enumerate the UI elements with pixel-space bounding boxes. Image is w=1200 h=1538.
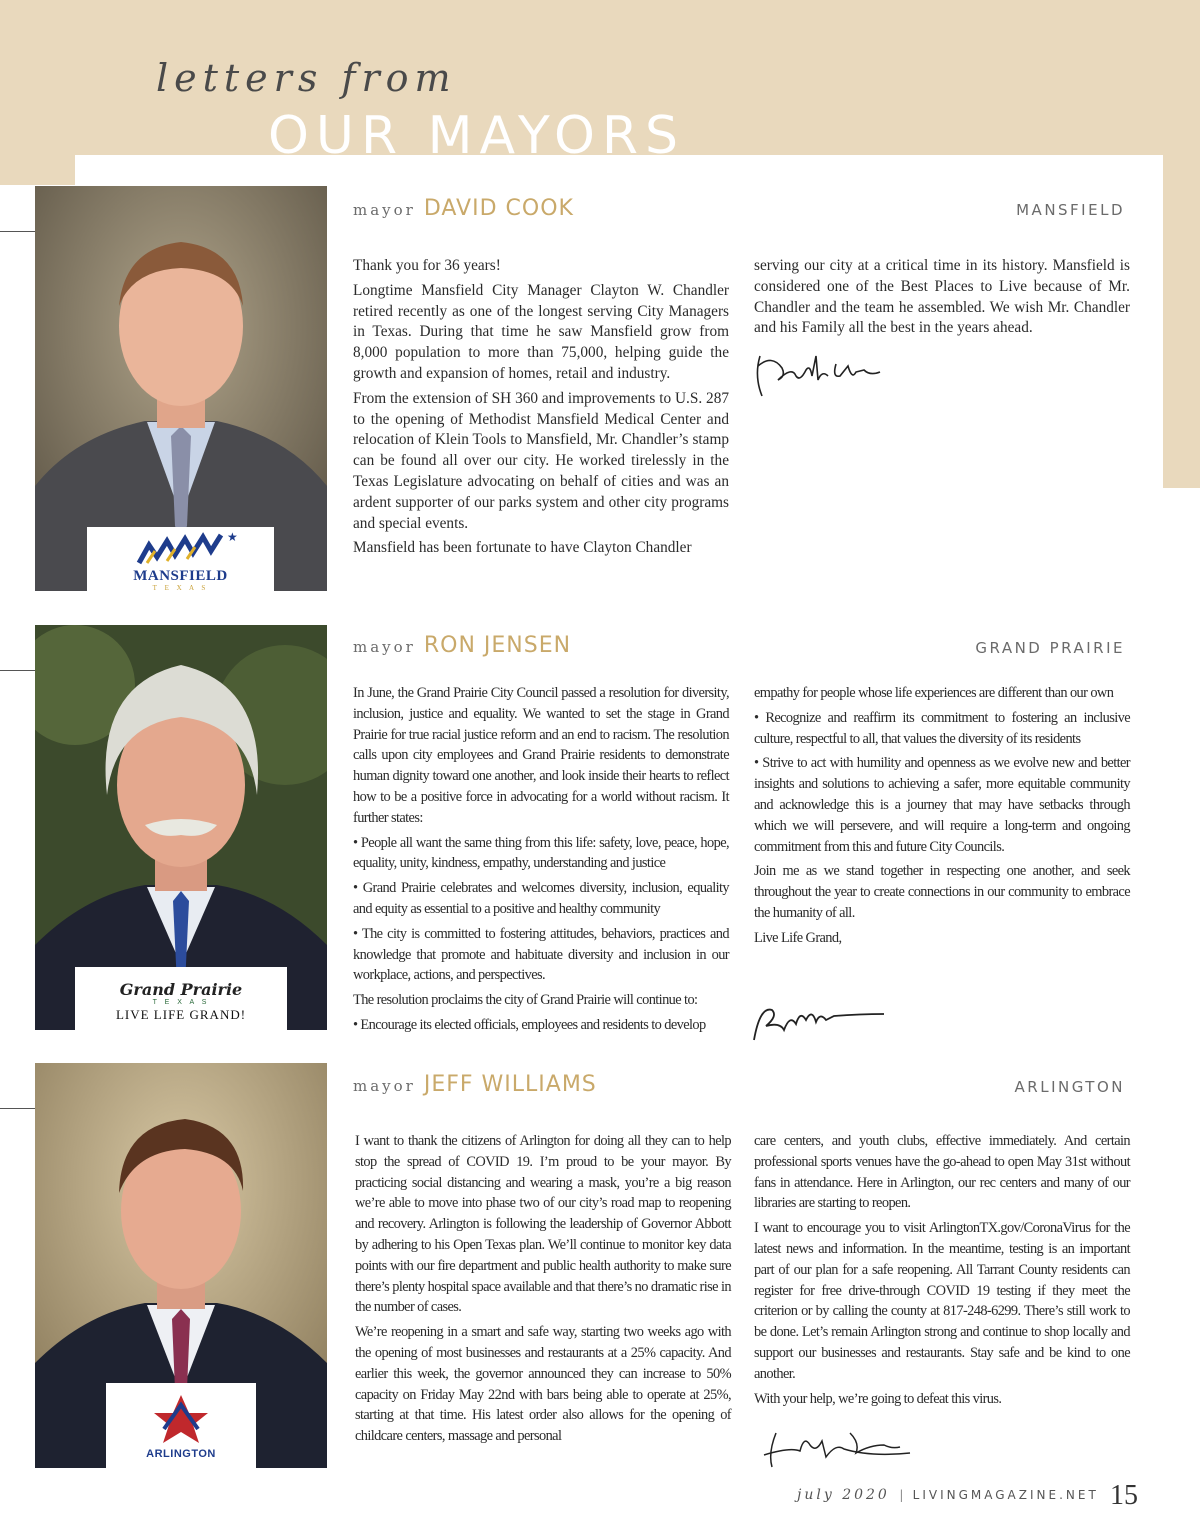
letter-column-left <box>353 256 729 563</box>
letter-paragraph: I want to encourage you to visit ArlingtonTX.gov/CoronaVirus for the latest news and information. In the meantime, testing is an important part of our plan for a safe reopening. All Tarrant County residents can register for free drive-through COVID 19 testing if they meet the criterion or by calling the county at 817-248-6299. There’s still work to be done. Let’s remain Arlington strong and continue to shop locally and support our businesses and restaurants. Stay safe and be kind to one another. <box>754 1220 1130 1382</box>
letter-column-right <box>754 683 1130 953</box>
mayor-name: JEFF WILLIAMS <box>423 1072 597 1097</box>
letter-paragraph: empathy for people whose life experiences are different than our own <box>754 685 1114 701</box>
letter-paragraph: • People all want the same thing from this life: safety, love, peace, hope, equality, unity, kindness, empathy, understanding and justice <box>353 834 729 872</box>
section-rule <box>0 1108 35 1109</box>
letter-paragraph: I want to thank the citizens of Arlington for doing all they can to help stop the spread of COVID 19. I’m proud to be your mayor. By practicing social distancing and wearing a mask, you’re a big reason we’re able to move into phase two of our city’s road map to reopening and recovery. Arlington is following the leadership of Governor Abbott by adhering to his Open Texas plan. We’ll continue to monitor key data points with our fire department and public health authority to make sure there’s plenty hospital space available and that there’s no dramatic rise in the number of cases. <box>355 1133 731 1316</box>
letter-paragraph: • Strive to act with humility and openness as we evolve new and better insights and solutions to achieving a safer, more equitable community and acknowledge this is a journey that may have setbacks through which we will persevere, and will require a long-term and ongoing commitment from this and future City Councils. <box>754 755 1130 855</box>
letter-paragraph: Join me as we stand together in respecting one another, and seek throughout the year to create connections in our community to embrace the humanity of all. <box>754 863 1130 921</box>
letter-paragraph: The resolution proclaims the city of Grand Prairie will continue to: <box>353 992 698 1009</box>
signature-icon <box>750 1000 890 1050</box>
mayor-title: mayor <box>353 1077 416 1095</box>
mansfield-logo-subtext: T E X A S <box>152 584 209 592</box>
mayor-name: DAVID COOK <box>423 196 574 221</box>
header-subtitle: letters from <box>156 56 457 100</box>
site-link[interactable]: LIVINGMAGAZINE.NET <box>912 1488 1099 1502</box>
mayor-heading <box>353 1072 597 1097</box>
mayor-city: MANSFIELD <box>1016 201 1125 219</box>
letter-paragraph: In June, the Grand Prairie City Council passed a resolution for diversity, inclusion, justice and equality. We wanted to set the stage in Grand Prairie for true racial justice reform and an end to racism. The resolution calls upon city employees and Grand Prairie residents to demonstrate human dignity toward one another, and look inside their hearts to reflect how to be a positive force in advocating for a world without racism. It further states: <box>353 685 729 826</box>
mayor-city: GRAND PRAIRIE <box>975 639 1125 657</box>
letter-paragraph: We’re reopening in a smart and safe way, starting two weeks ago with the opening of most businesses and restaurants at a 25% capacity. And earlier this week, the governor announced they can increase to 50% capacity on Friday May 22nd with bars being able to operate at 25%, starting at that time. His latest order also allows for the opening of childcare centers, massage and personal <box>355 1324 731 1445</box>
mansfield-logo-mark-icon <box>87 527 274 567</box>
issue-date: july 2020 <box>797 1487 890 1503</box>
arlington-logo <box>106 1383 256 1468</box>
letter-paragraph: • Encourage its elected officials, employees and residents to develop <box>353 1016 706 1033</box>
letter-paragraph: Live Life Grand, <box>754 929 842 946</box>
grand-prairie-logo-subtext: T E X A S <box>152 999 210 1006</box>
letter-paragraph: care centers, and youth clubs, effective immediately. And certain professional sports venues have the go-ahead to open May 31st without fans in attendance. Here in Arlington, our rec centers and many of our libraries are starting to reopen. <box>754 1133 1130 1212</box>
mansfield-logo <box>87 527 274 591</box>
letter-paragraph: • The city is committed to fostering attitudes, behaviors, practices and knowledge that promote and habituate diversity and inclusion in our workplace, actions, and perspectives. <box>353 925 729 984</box>
grand-prairie-logo <box>75 967 287 1030</box>
mayor-title: mayor <box>353 201 416 219</box>
footer-separator: | <box>899 1488 903 1503</box>
mansfield-logo-text: MANSFIELD <box>133 568 228 584</box>
page-number: 15 <box>1110 1480 1138 1511</box>
svg-text:★: ★ <box>227 530 238 544</box>
letter-paragraph: • Grand Prairie celebrates and welcomes diversity, inclusion, equality and equity as essential to a positive and healthy community <box>353 880 729 917</box>
letter-paragraph: From the extension of SH 360 and improvements to U.S. 287 to the opening of Methodist Mansfield Medical Center and relocation of Klein Tools to Mansfield, Mr. Chandler’s stamp can be found all over our city. He worked tirelessly in the Texas Legislature advocating on behalf of cities and was an ardent supporter of our parks system and other city programs and special events. <box>353 389 729 532</box>
signature-icon <box>760 1423 920 1473</box>
letter-paragraph: With your help, we’re going to defeat this virus. <box>754 1390 1002 1407</box>
header-title: OUR MAYORS <box>268 106 686 155</box>
grand-prairie-logo-text: Grand Prairie <box>119 980 243 999</box>
letter-column-left <box>353 683 729 1040</box>
letter-paragraph: • Recognize and reaffirm its commitment to fostering an inclusive culture, respectful to all, that values the diversity of its residents <box>754 709 1130 747</box>
mayor-name: RON JENSEN <box>423 633 572 658</box>
section-rule <box>0 231 35 232</box>
letter-column-right <box>754 1131 1130 1413</box>
arlington-star-icon <box>106 1391 256 1443</box>
section-rule <box>0 670 35 671</box>
mayor-city: ARLINGTON <box>1014 1078 1125 1096</box>
letter-paragraph: Thank you for 36 years! <box>353 257 501 274</box>
letter-column-left <box>355 1131 731 1451</box>
arlington-logo-text: ARLINGTON <box>146 1448 216 1460</box>
header-band-left <box>0 155 75 185</box>
mayor-section-mansfield <box>0 186 1200 591</box>
signature-icon <box>752 346 892 406</box>
letter-paragraph: serving our city at a critical time in its history. Mansfield is considered one of the Best Places to Live because of Mr. Chandler and the team he assembled. We wish Mr. Chandler and his Family all the best in the years ahead. <box>754 257 1130 337</box>
letter-column-right <box>754 256 1130 343</box>
letter-paragraph: Mansfield has been fortunate to have Clayton Chandler <box>353 539 692 557</box>
mayor-heading <box>353 633 571 658</box>
mayor-heading <box>353 196 574 221</box>
letter-paragraph: Longtime Mansfield City Manager Clayton W. Chandler retired recently as one of the longest serving City Managers in Texas. During that time he saw Mansfield grow from 8,000 population to more than 75,000, helping guide the growth and expansion of homes, retail and industry. <box>353 281 729 382</box>
mayor-section-grand-prairie <box>0 625 1200 1033</box>
mayor-section-arlington <box>0 1063 1200 1468</box>
page-footer <box>797 1487 1099 1504</box>
mayor-title: mayor <box>353 638 416 656</box>
grand-prairie-logo-tagline: LIVE LIFE GRAND! <box>115 1007 247 1022</box>
